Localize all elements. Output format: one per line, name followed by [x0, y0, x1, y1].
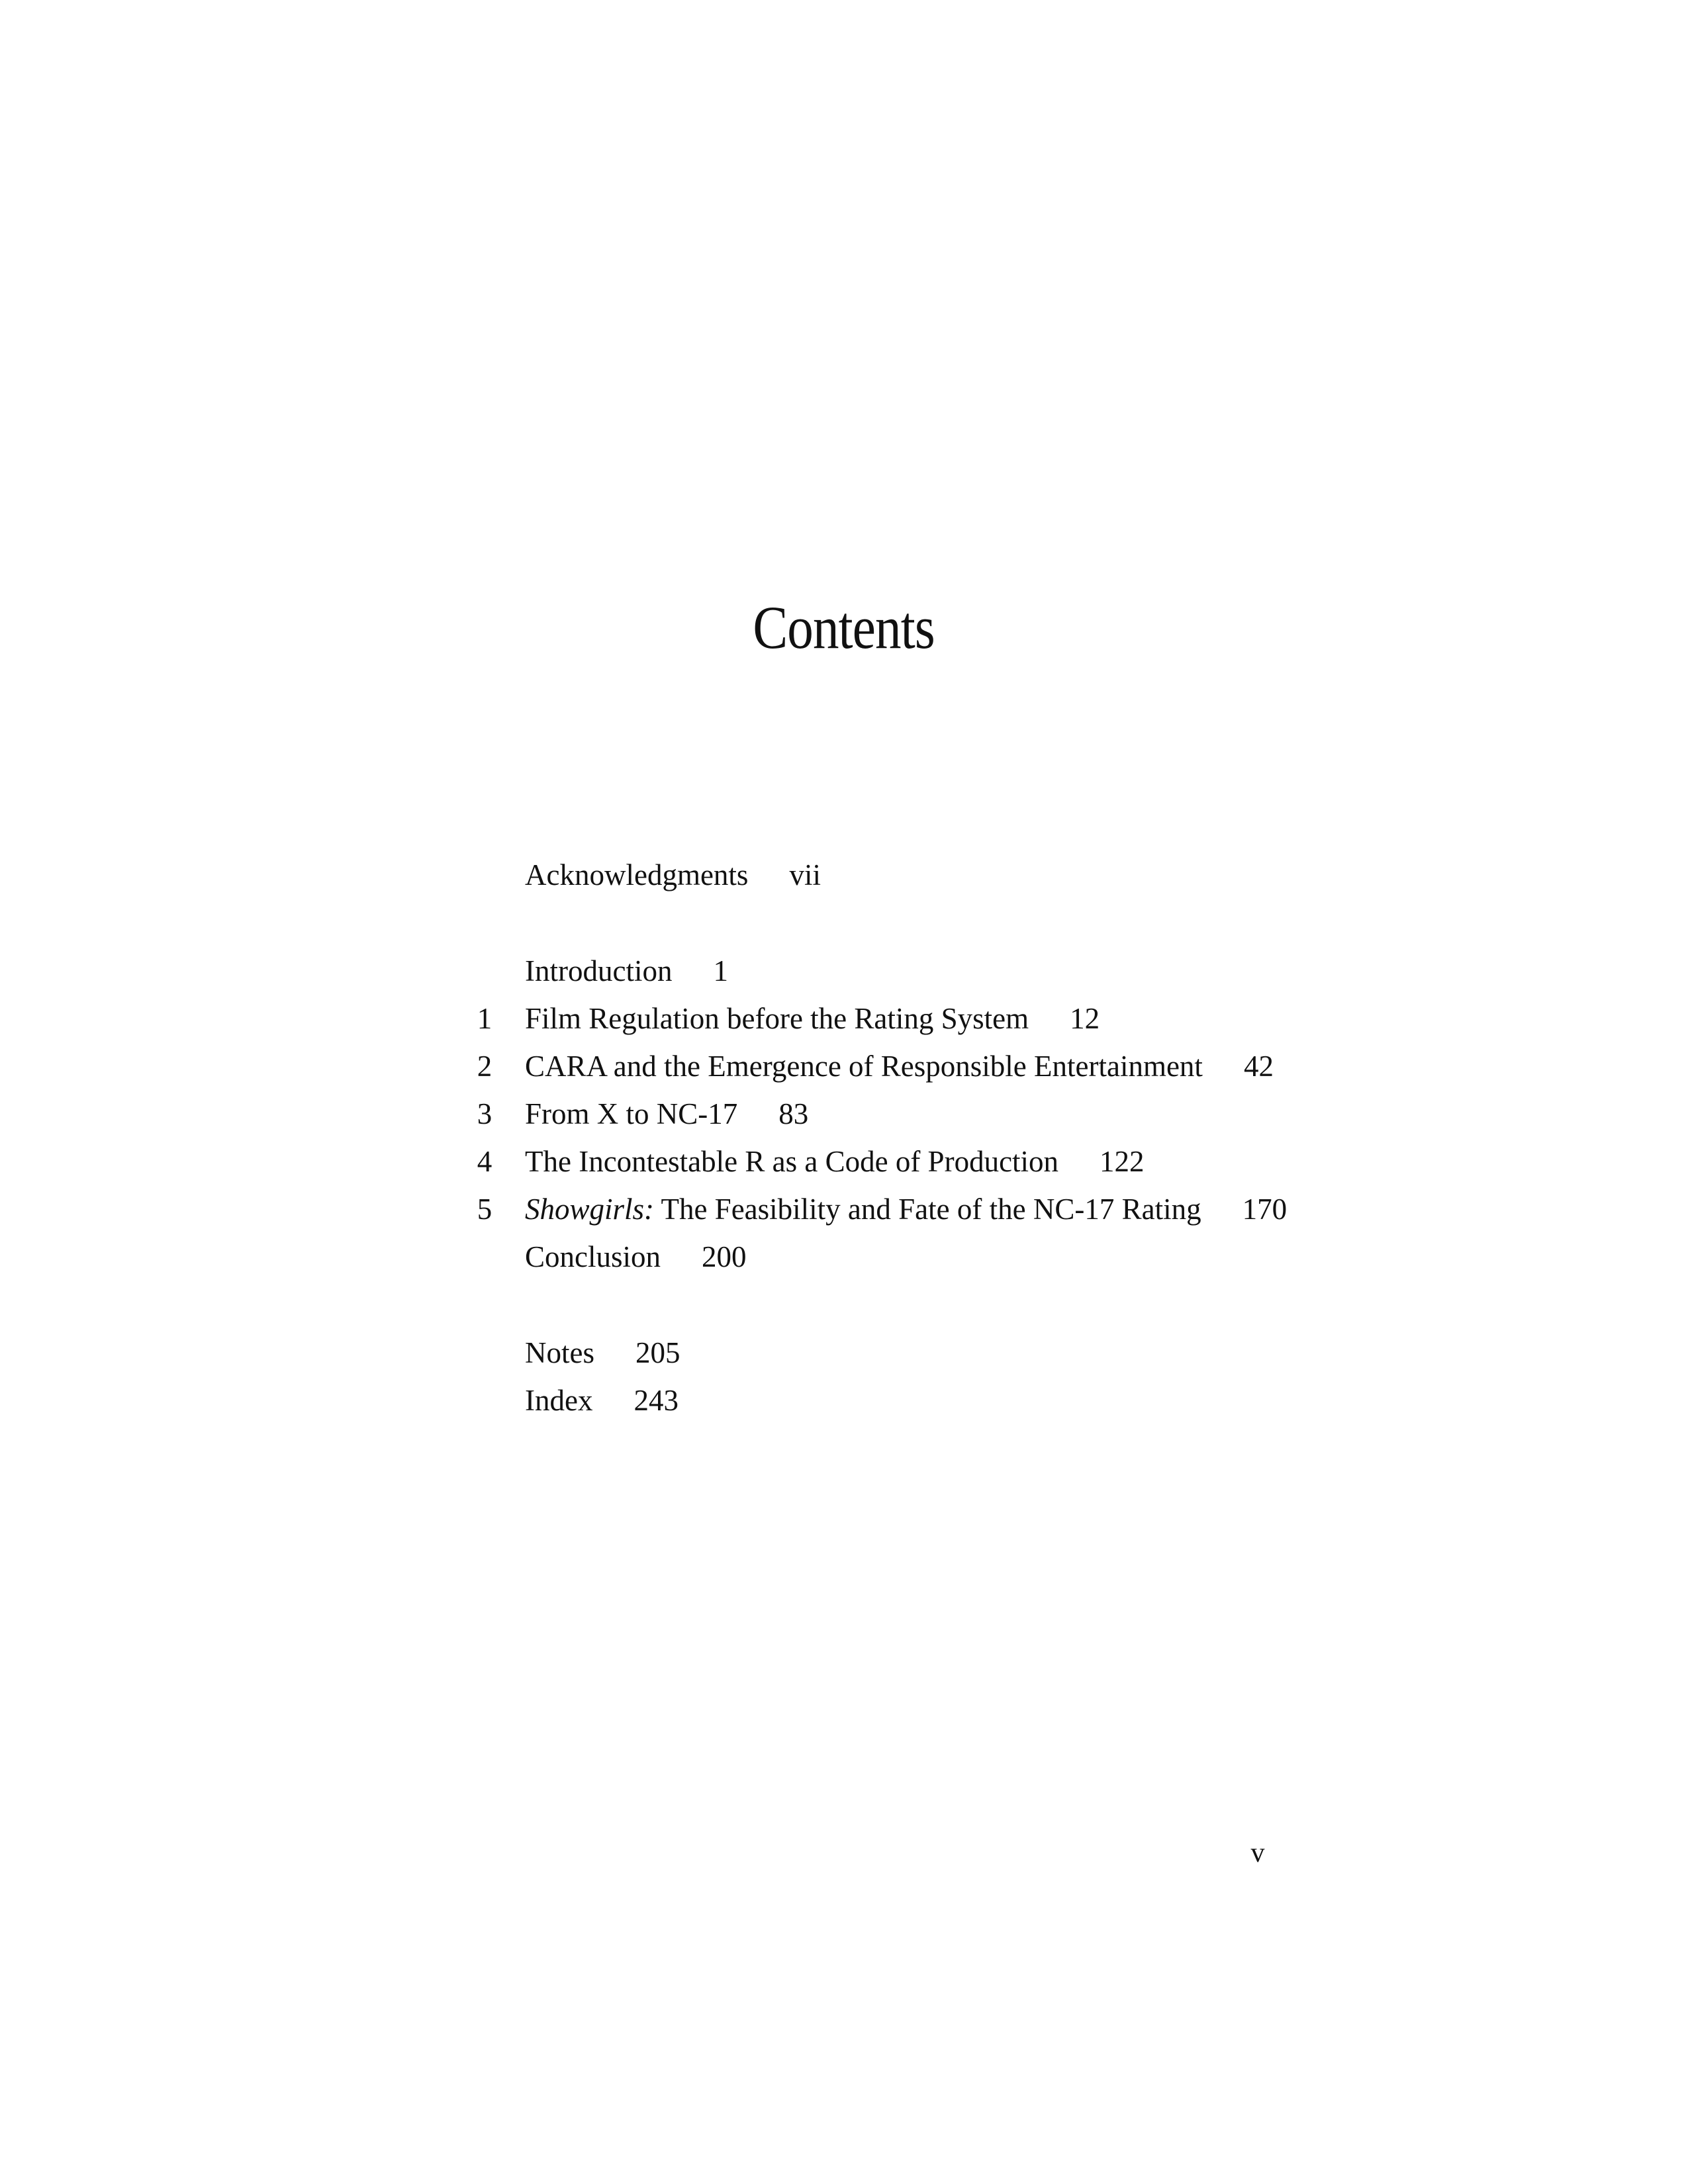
toc-entry-number: 3 — [477, 1097, 492, 1130]
toc-entry-page: 12 — [1070, 1002, 1100, 1035]
toc-entry-page: 170 — [1242, 1193, 1288, 1226]
toc-entry-label: Notes — [525, 1336, 594, 1369]
toc-entry-label: Index — [525, 1384, 593, 1417]
toc-entry-number: 2 — [477, 1050, 492, 1083]
toc-entry-number: 1 — [477, 1002, 492, 1035]
toc-entry-page: 122 — [1100, 1145, 1145, 1178]
toc-entry-chapter-3[interactable] — [0, 1094, 1688, 1134]
toc-entry-conclusion[interactable] — [0, 1237, 1688, 1277]
toc-entry-label: Film Regulation before the Rating System — [525, 1002, 1029, 1035]
toc-entry-page: 1 — [713, 954, 728, 987]
page-folio: v — [1250, 1838, 1265, 1868]
toc-entry-page: 83 — [778, 1097, 809, 1130]
toc-entry-label: From X to NC-17 — [525, 1097, 738, 1130]
toc-entry-chapter-1[interactable] — [0, 999, 1688, 1038]
toc-entry-index[interactable] — [0, 1381, 1688, 1420]
toc-entry-acknowledgments[interactable] — [0, 855, 1688, 895]
toc-entry-page: vii — [789, 858, 821, 891]
toc-entry-label: CARA and the Emergence of Responsible Entertainment — [525, 1050, 1203, 1083]
toc-entry-page: 205 — [635, 1336, 680, 1369]
toc-entry-label: Acknowledgments — [525, 858, 749, 891]
toc-entry-number: 5 — [477, 1193, 492, 1226]
toc-entry-label: Conclusion — [525, 1240, 661, 1273]
toc-entry-label: The Feasibility and Fate of the NC-17 Rating — [654, 1193, 1201, 1226]
toc-entry-number: 4 — [477, 1145, 492, 1178]
toc-entry-label: Introduction — [525, 954, 673, 987]
toc-entry-label-italic: Showgirls: — [525, 1193, 655, 1226]
toc-entry-page: 200 — [702, 1240, 747, 1273]
toc-entry-introduction[interactable] — [0, 951, 1688, 991]
page-title: Contents — [753, 593, 935, 661]
toc-entry-page: 243 — [633, 1384, 679, 1417]
toc-entry-notes[interactable] — [0, 1333, 1688, 1373]
toc-entry-chapter-2[interactable] — [0, 1046, 1688, 1086]
toc-entry-chapter-5[interactable] — [0, 1189, 1688, 1229]
toc-entry-chapter-4[interactable] — [0, 1142, 1688, 1181]
toc-entry-label: The Incontestable R as a Code of Production — [525, 1145, 1059, 1178]
toc-entry-page: 42 — [1243, 1050, 1274, 1083]
